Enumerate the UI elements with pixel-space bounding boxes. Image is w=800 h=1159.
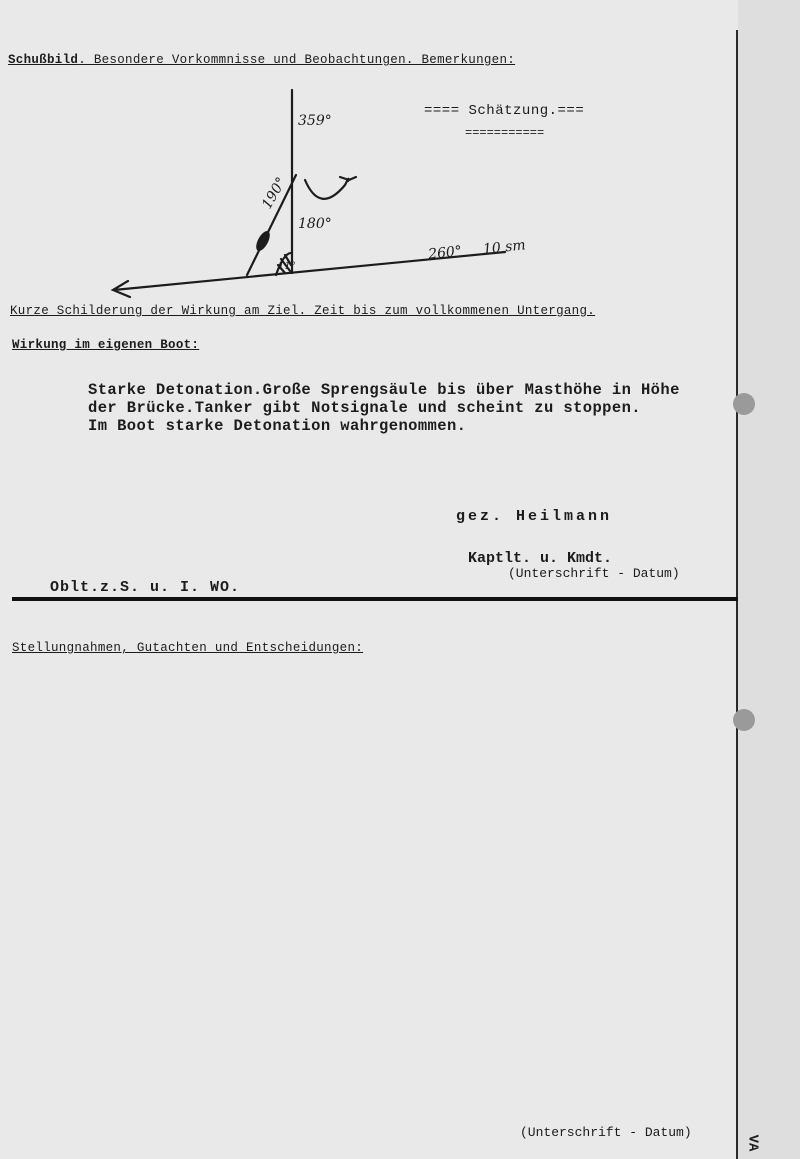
footer-signature-caption: (Unterschrift - Datum) — [520, 1125, 692, 1140]
edge-mark: VA — [744, 1134, 761, 1152]
signature-caption: (Unterschrift - Datum) — [508, 566, 680, 581]
signature-rank: Kaptlt. u. Kmdt. — [468, 550, 613, 567]
estimate-label: ==== Schätzung.=== — [424, 103, 585, 119]
heading-shot-title: Schußbild — [8, 53, 79, 67]
punch-hole — [733, 393, 755, 415]
signature-name: gez. Heilmann — [456, 508, 613, 525]
diagram-label-diag: 190° — [259, 174, 290, 212]
punch-hole — [733, 709, 755, 731]
diagram-label-dist: 10 sm — [482, 237, 527, 258]
heading-own-boat: Wirkung im eigenen Boot: — [12, 338, 200, 352]
diagram-label-curve: 180° — [298, 216, 332, 232]
diagram-torpedo — [253, 229, 272, 253]
report-line: der Brücke.Tanker gibt Notsignale und scheint zu stoppen. — [88, 399, 641, 417]
diagram-label-angle: 11° — [278, 261, 296, 272]
heading-shot-rest: . Besondere Vorkommnisse und Beobachtungen. Bemerkungen: — [78, 53, 516, 67]
diagram-label-top: 359° — [298, 113, 332, 129]
heading-target-effect: Kurze Schilderung der Wirkung am Ziel. Zeit bis zum vollkommenen Untergang. — [10, 304, 596, 318]
report-line: Starke Detonation.Große Sprengsäule bis über Masthöhe in Höhe — [88, 381, 680, 399]
estimate-underline: =========== — [465, 126, 545, 140]
heading-statements: Stellungnahmen, Gutachten und Entscheidungen: — [12, 641, 364, 655]
margin-line — [736, 30, 738, 1159]
diagram-label-line: 260° — [427, 243, 463, 263]
report-line: Im Boot starke Detonation wahrgenommen. — [88, 417, 467, 435]
diagram-curve — [305, 179, 349, 199]
section-divider — [12, 597, 738, 601]
heading-shot-diagram — [8, 53, 515, 67]
report-text — [88, 381, 680, 435]
page-edge-strip — [738, 0, 800, 1159]
officer-signature: Oblt.z.S. u. I. WO. — [50, 579, 241, 596]
